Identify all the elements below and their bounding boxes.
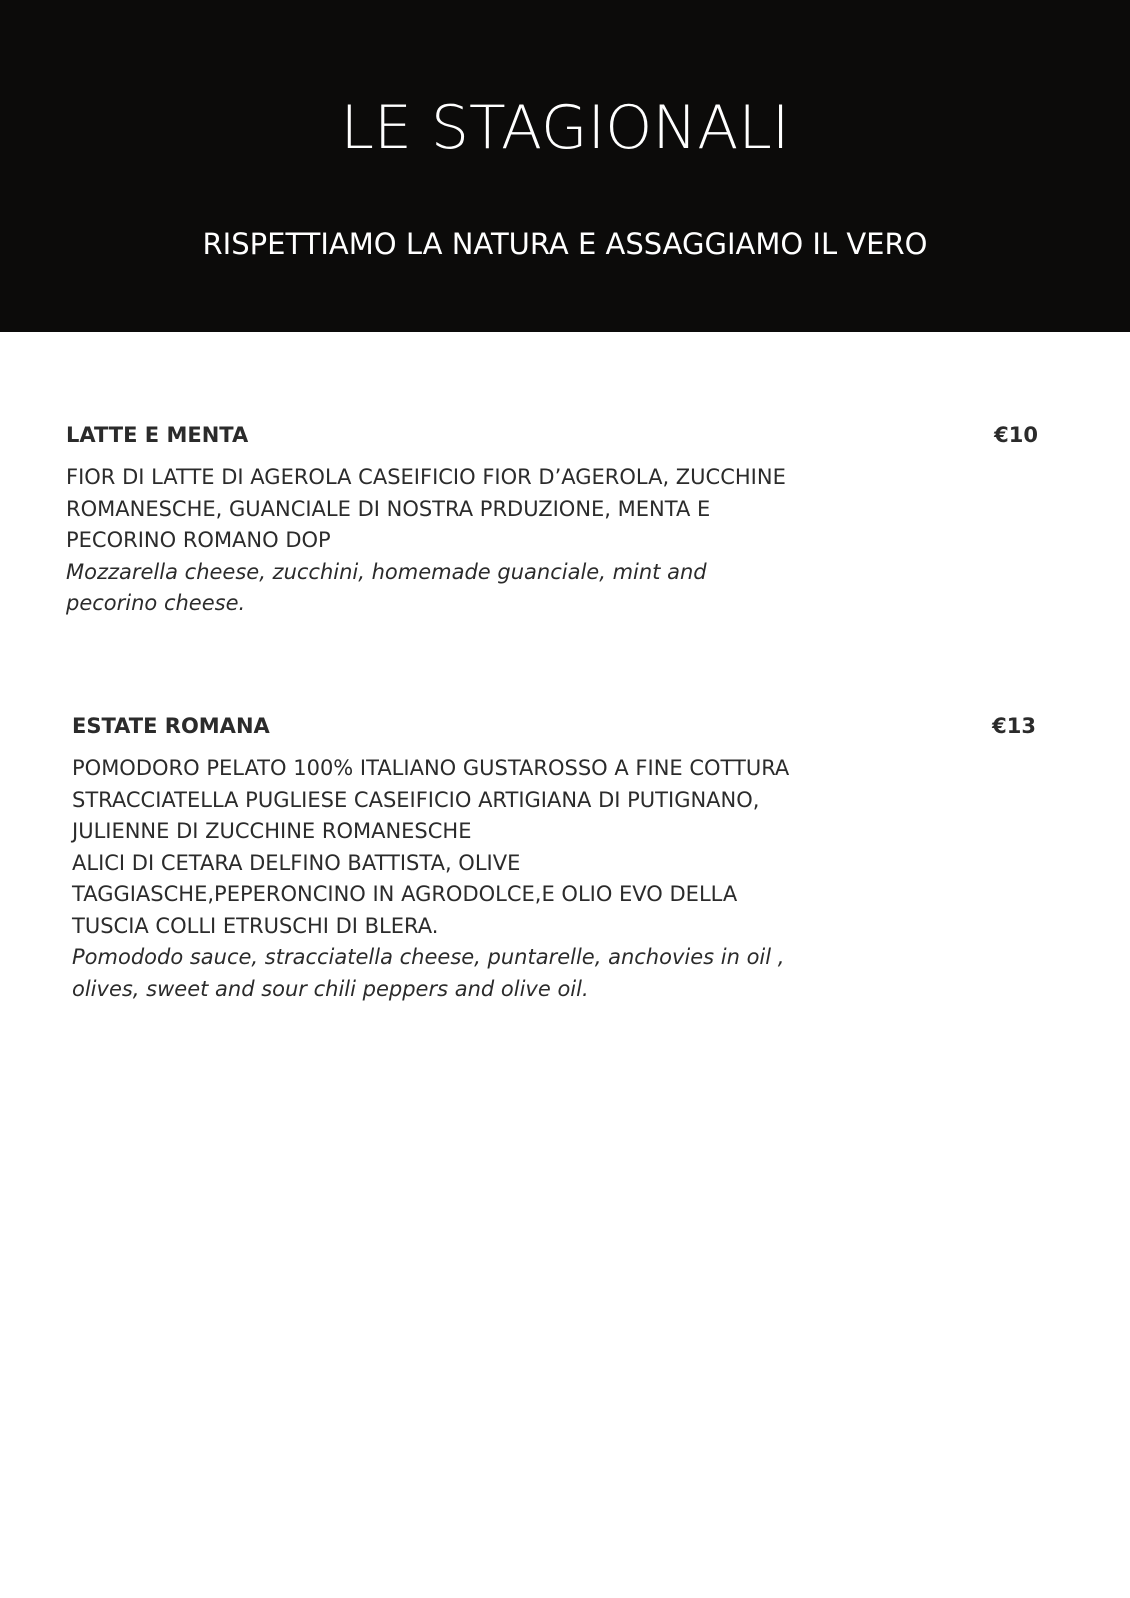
english-description-line: Pomododo sauce, stracciatella cheese, puntarelle, anchovies in oil , xyxy=(72,945,785,969)
description-line: STRACCIATELLA PUGLIESE CASEIFICIO ARTIGIANA DI PUTIGNANO, xyxy=(72,787,760,812)
description-line: PECORINO ROMANO DOP xyxy=(66,528,331,552)
menu-item-price: €10 xyxy=(994,423,1038,447)
description-line: POMODORO PELATO 100% ITALIANO GUSTAROSSO A FINE COTTURA xyxy=(72,756,790,780)
english-description-line: pecorino cheese. xyxy=(66,591,246,615)
menu-header xyxy=(0,0,1130,332)
description-line: JULIENNE DI ZUCCHINE ROMANESCHE xyxy=(72,819,472,843)
page-subtitle: RISPETTIAMO LA NATURA E ASSAGGIAMO IL VERO xyxy=(202,227,928,261)
menu-item-name: ESTATE ROMANA xyxy=(72,714,270,738)
english-description-line: olives, sweet and sour chili peppers and olive oil. xyxy=(72,976,589,1001)
description-line: ROMANESCHE, GUANCIALE DI NOSTRA PRDUZIONE, MENTA E xyxy=(66,496,711,521)
description-line: FIOR DI LATTE DI AGEROLA CASEIFICIO FIOR D’AGEROLA, ZUCCHINE xyxy=(66,465,786,489)
menu-item-description xyxy=(66,462,926,620)
menu-item-name: LATTE E MENTA xyxy=(66,423,249,447)
description-line: TUSCIA COLLI ETRUSCHI DI BLERA. xyxy=(72,913,439,938)
english-description-line: Mozzarella cheese, zucchini, homemade guanciale, mint and xyxy=(66,559,707,584)
page-title: LE STAGIONALI xyxy=(340,93,790,163)
description-line: ALICI DI CETARA DELFINO BATTISTA, OLIVE xyxy=(72,850,521,875)
description-line: TAGGIASCHE,PEPERONCINO IN AGRODOLCE,E OLIO EVO DELLA xyxy=(72,882,738,906)
menu-item-description xyxy=(72,753,932,1005)
menu-item-price: €13 xyxy=(992,714,1036,738)
